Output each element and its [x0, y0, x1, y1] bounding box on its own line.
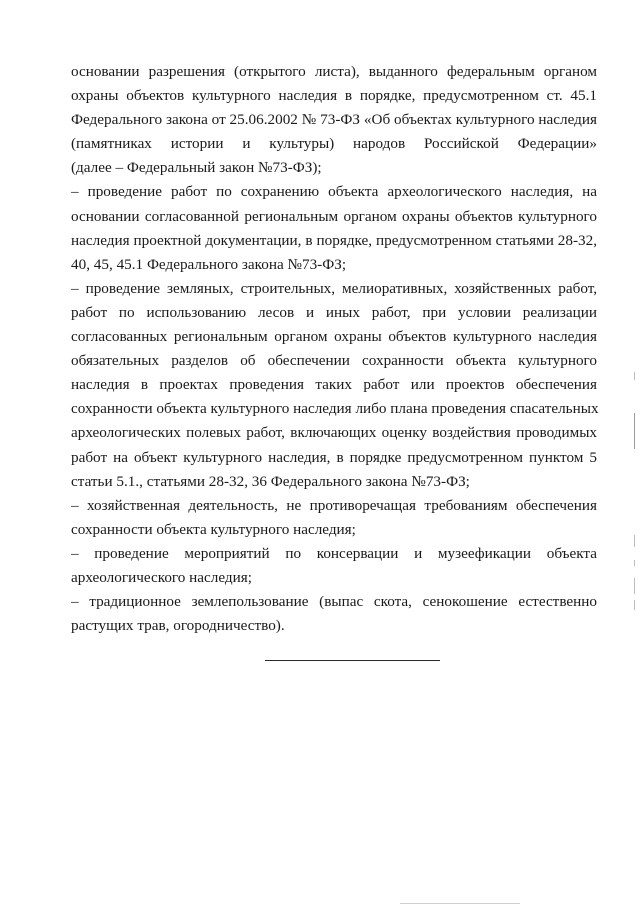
scan-artifact — [634, 600, 635, 610]
list-item-line: – проведение земляных, строительных, мелиоративных, хозяйственных работ, — [71, 279, 597, 297]
text-line: наследия проектной документации, в порядке, предусмотренном статьями 28-32, — [71, 231, 597, 249]
scan-artifact — [634, 413, 635, 449]
text-line: статьи 5.1., статьями 28-32, 36 Федерального закона №73-ФЗ; — [71, 472, 470, 490]
text-line: Федерального закона от 25.06.2002 № 73-ФЗ «Об объектах культурного наследия — [71, 111, 597, 129]
text-line: (далее – Федеральный закон №73-ФЗ); — [71, 159, 322, 177]
scan-artifact — [634, 578, 635, 594]
text-line: охраны объектов культурного наследия в порядке, предусмотренном ст. 45.1 — [71, 87, 597, 105]
scan-artifact — [400, 903, 520, 904]
text-line: работ по использованию лесов и иных работ, при условии реализации — [71, 303, 597, 321]
end-of-text-rule — [265, 660, 440, 661]
text-line: археологического наследия; — [71, 568, 252, 586]
text-line: основании разрешения (открытого листа), выданного федеральным органом — [71, 63, 597, 80]
text-line: работ на объект культурного наследия, в порядке предусмотренном пунктом 5 — [71, 448, 597, 466]
document-body-text — [71, 60, 597, 638]
list-item-line: – проведение мероприятий по консервации и музеефикации объекта — [71, 544, 597, 562]
text-line: 40, 45, 45.1 Федерального закона №73-ФЗ; — [71, 255, 347, 273]
list-item-line: – традиционное землепользование (выпас скота, сенокошение естественно — [71, 593, 597, 611]
scan-artifact — [634, 535, 635, 547]
text-line: сохранности объекта культурного наследия; — [71, 520, 356, 538]
text-line: основании согласованной региональным органом охраны объектов культурного — [71, 207, 597, 225]
text-line: сохранности объекта культурного наследия либо плана проведения спасательных — [71, 400, 599, 418]
text-line: археологических полевых работ, включающих оценку воздействия проводимых — [71, 424, 597, 442]
text-line: согласованных региональным органом охраны объектов культурного наследия — [71, 328, 597, 346]
text-line: растущих трав, огородничество). — [71, 617, 285, 635]
list-item-line: – хозяйственная деятельность, не противоречащая требованиям обеспечения — [71, 496, 597, 514]
text-line: обязательных разделов об обеспечении сохранности объекта культурного — [71, 352, 597, 370]
scan-artifact — [634, 560, 635, 566]
scan-artifact — [634, 372, 635, 380]
text-line: наследия в проектах проведения таких работ или проектов обеспечения — [71, 376, 597, 394]
list-item-line: – проведение работ по сохранению объекта археологического наследия, на — [71, 183, 597, 201]
text-line: (памятниках истории и культуры) народов Российской Федерации» — [71, 135, 597, 153]
